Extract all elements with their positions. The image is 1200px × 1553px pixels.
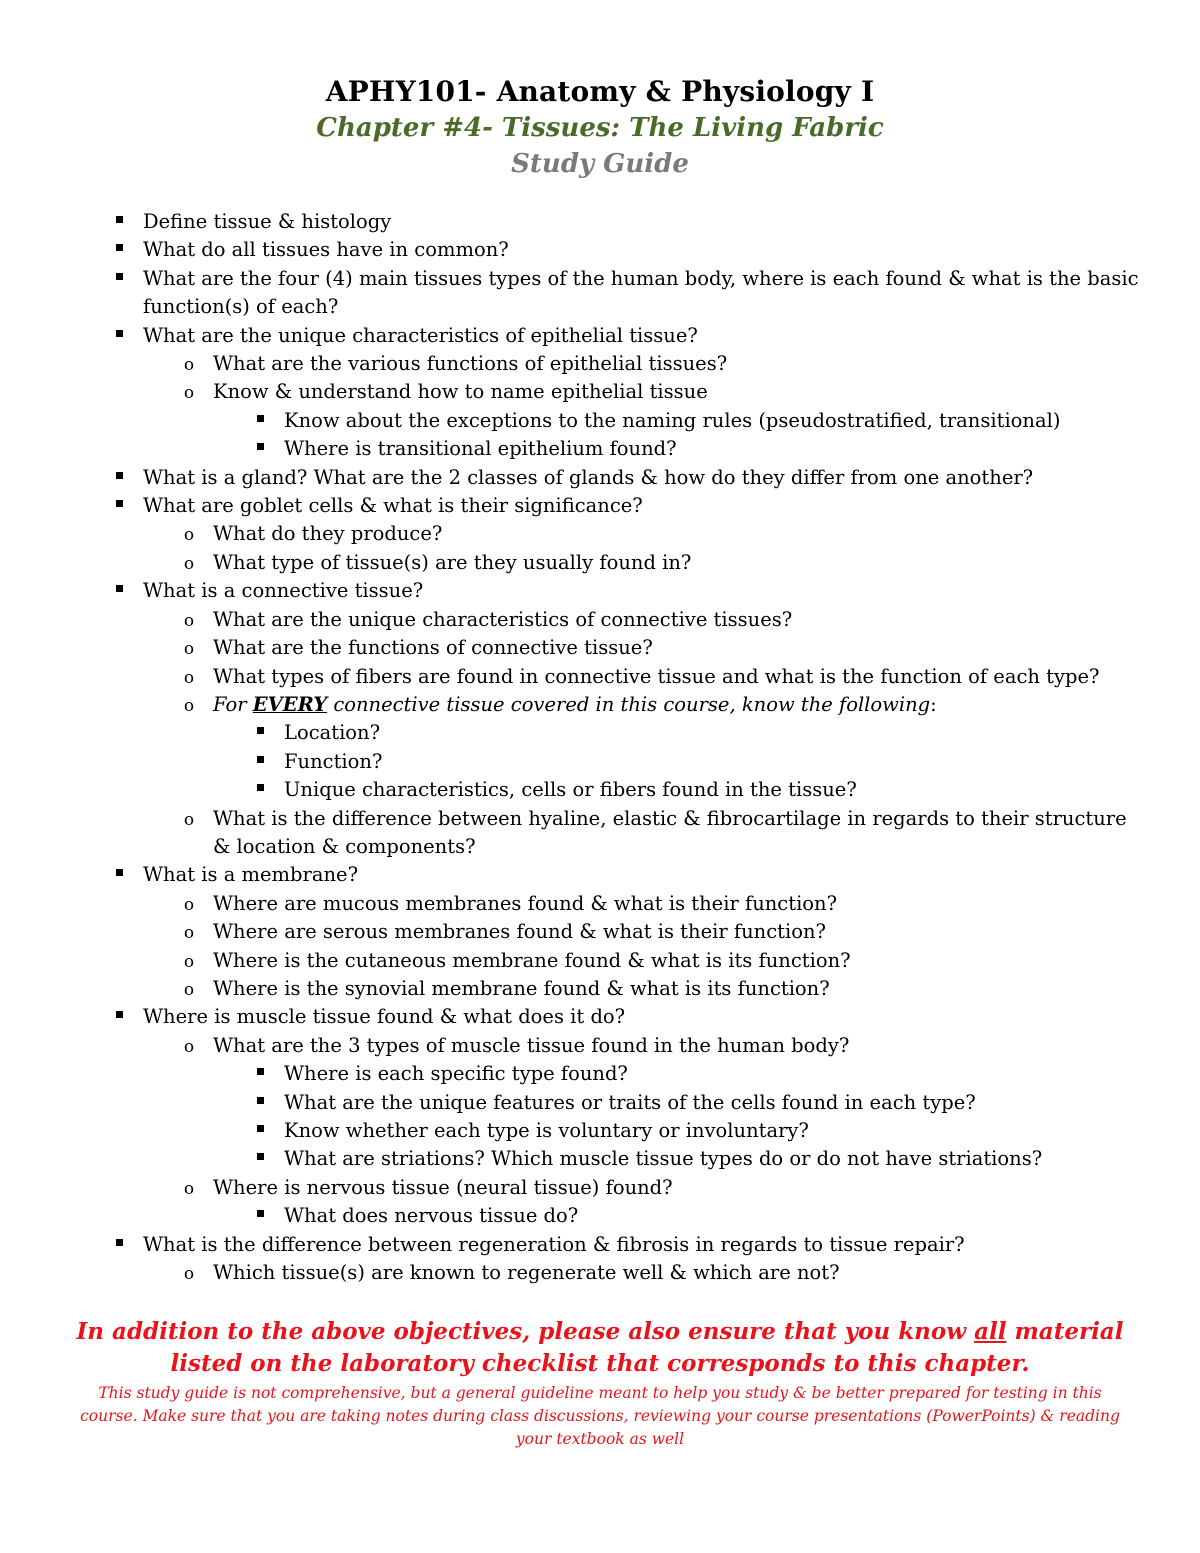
outline-item-text: What is the difference between regeneration & fibrosis in regards to tissue repair? xyxy=(143,1232,965,1256)
outline-item-level-2 xyxy=(100,805,1140,862)
outline-item-level-3 xyxy=(100,1117,1140,1145)
outline-item-text: What are the four (4) main tissues types of the human body, where is each found & what is the basic function(s) of each? xyxy=(143,266,1139,319)
outline-item-level-1 xyxy=(100,208,1140,236)
outline-item-level-2 xyxy=(100,663,1140,691)
outline-item-text: What do all tissues have in common? xyxy=(143,238,509,262)
outline-item-level-1 xyxy=(100,1231,1140,1259)
outline-item-text: What types of fibers are found in connective tissue and what is the function of each type? xyxy=(213,664,1100,688)
square-bullet-icon xyxy=(248,435,272,463)
square-bullet-icon xyxy=(107,464,131,492)
hollow-circle-bullet-icon: o xyxy=(183,610,195,631)
outline-item-text: What are goblet cells & what is their significance? xyxy=(143,494,643,518)
hollow-circle-bullet-icon: o xyxy=(183,639,195,660)
outline-item-level-2 xyxy=(100,549,1140,577)
outline-item-level-2 xyxy=(100,350,1140,378)
outline-item-text: Know about the exceptions to the naming rules (pseudostratified, transitional) xyxy=(284,408,1061,432)
outline-item-text: What is the difference between hyaline, elastic & fibrocartilage in regards to their structure & location & components? xyxy=(213,806,1127,858)
square-bullet-icon xyxy=(248,776,272,804)
outline-item-text: What are striations? Which muscle tissue types do or do not have striations? xyxy=(284,1147,1043,1171)
square-bullet-icon xyxy=(248,1089,272,1117)
hollow-circle-bullet-icon: o xyxy=(183,1178,195,1199)
outline-item-text: What are the unique characteristics of epithelial tissue? xyxy=(143,323,698,347)
outline-item-level-2 xyxy=(100,634,1140,662)
outline-item-level-3 xyxy=(100,1060,1140,1088)
square-bullet-icon xyxy=(107,265,131,293)
outline-item-level-3 xyxy=(100,407,1140,435)
outline-item-level-1 xyxy=(100,236,1140,264)
hollow-circle-bullet-icon: o xyxy=(183,553,195,574)
outline-item-level-1 xyxy=(100,464,1140,492)
square-bullet-icon xyxy=(248,407,272,435)
outline-item-level-2 xyxy=(100,606,1140,634)
outline-item-text: What is a gland? What are the 2 classes of glands & how do they differ from one another? xyxy=(143,465,1034,489)
outline-item-level-3 xyxy=(100,435,1140,463)
hollow-circle-bullet-icon: o xyxy=(183,923,195,944)
outline-item-text: What is a membrane? xyxy=(143,863,359,887)
study-guide-subtitle: Study Guide xyxy=(511,149,689,179)
outline-item-text: Where are mucous membranes found & what is their function? xyxy=(213,891,838,915)
outline-item-level-2 xyxy=(100,378,1140,406)
outline-item-level-2 xyxy=(100,947,1140,975)
outline-item-level-2 xyxy=(100,890,1140,918)
outline-item-level-1 xyxy=(100,861,1140,889)
hollow-circle-bullet-icon: o xyxy=(183,1036,195,1057)
notice-text-after: material listed on the laboratory checklist that corresponds to this chapter. xyxy=(170,1318,1124,1377)
outline-item-level-2 xyxy=(100,975,1140,1003)
square-bullet-icon xyxy=(107,1231,131,1259)
outline-item-text: Define tissue & histology xyxy=(143,210,392,233)
outline-item-text: What are the 3 types of muscle tissue found in the human body? xyxy=(213,1033,850,1057)
outline-item-level-3 xyxy=(100,748,1140,776)
hollow-circle-bullet-icon: o xyxy=(183,979,195,1000)
outline-item-text: Where are serous membranes found & what is their function? xyxy=(213,920,826,944)
outline-item-level-2 xyxy=(100,918,1140,946)
outline-item-level-3 xyxy=(100,1145,1140,1173)
outline-item-text: Function? xyxy=(284,749,383,773)
outline-item-level-2 xyxy=(100,1174,1140,1202)
outline-item-text: What are the various functions of epithelial tissues? xyxy=(213,352,728,376)
square-bullet-icon xyxy=(248,719,272,747)
notice-text-before: In addition to the above objectives, please also ensure that you know xyxy=(76,1318,975,1345)
disclaimer-text: This study guide is not comprehensive, but a general guideline meant to help you study & be better prepared for testing in this course. Make sure that you are taking notes during class discussions, reviewing your course presentations (PowerPoints) & reading your textbook as well xyxy=(80,1384,1120,1448)
outline-item-text: Where is the synovial membrane found & what is its function? xyxy=(213,976,830,1000)
square-bullet-icon xyxy=(107,208,131,236)
outline-item-text: What are the unique characteristics of connective tissues? xyxy=(213,607,793,631)
outline-item-level-1 xyxy=(100,577,1140,605)
outline-item-text: What do they produce? xyxy=(213,522,443,546)
outline-item-level-3 xyxy=(100,776,1140,804)
outline-item-text: Unique characteristics, cells or fibers found in the tissue? xyxy=(284,778,857,802)
outline-item-text: Know whether each type is voluntary or involuntary? xyxy=(284,1119,809,1142)
lab-checklist-notice xyxy=(60,1316,1140,1380)
hollow-circle-bullet-icon: o xyxy=(183,355,195,376)
course-title: APHY101- Anatomy & Physiology I xyxy=(325,75,875,108)
square-bullet-icon xyxy=(248,1060,272,1088)
outline-item-level-2 xyxy=(100,1032,1140,1060)
outline-item-level-1 xyxy=(100,492,1140,520)
outline-item-text: Where is transitional epithelium found? xyxy=(284,437,677,461)
square-bullet-icon xyxy=(248,1202,272,1230)
outline-item-text: Know & understand how to name epithelial tissue xyxy=(213,380,708,404)
outline-item-text: Where is each specific type found? xyxy=(284,1062,628,1086)
outline-item-text: What are the unique features or traits of the cells found in each type? xyxy=(284,1090,976,1114)
chapter-title: Chapter #4- Tissues: The Living Fabric xyxy=(316,113,884,143)
hollow-circle-bullet-icon: o xyxy=(183,951,195,972)
square-bullet-icon xyxy=(107,577,131,605)
hollow-circle-bullet-icon: o xyxy=(183,383,195,404)
outline-item-text: What are the functions of connective tissue? xyxy=(213,636,653,660)
square-bullet-icon xyxy=(248,1117,272,1145)
notice-text-underlined: all xyxy=(974,1318,1007,1345)
outline-item-text: Where is nervous tissue (neural tissue) found? xyxy=(213,1175,673,1199)
square-bullet-icon xyxy=(107,236,131,264)
square-bullet-icon xyxy=(107,1003,131,1031)
outline-item-text: For EVERY connective tissue covered in this course, know the following: xyxy=(213,692,937,716)
hollow-circle-bullet-icon: o xyxy=(183,525,195,546)
outline-item-level-3 xyxy=(100,1202,1140,1230)
hollow-circle-bullet-icon: o xyxy=(183,695,195,716)
square-bullet-icon xyxy=(248,748,272,776)
outline-item-text: Location? xyxy=(284,721,381,745)
square-bullet-icon xyxy=(107,492,131,520)
outline-item-text: Where is the cutaneous membrane found & what is its function? xyxy=(213,948,851,972)
outline-item-level-3 xyxy=(100,719,1140,747)
square-bullet-icon xyxy=(107,322,131,350)
outline-item-text: What is a connective tissue? xyxy=(143,579,424,603)
square-bullet-icon xyxy=(107,861,131,889)
outline-item-text: Which tissue(s) are known to regenerate well & which are not? xyxy=(213,1261,840,1285)
hollow-circle-bullet-icon: o xyxy=(183,894,195,915)
outline-item-level-1 xyxy=(100,265,1140,322)
objectives-list xyxy=(100,208,1140,1287)
document-header xyxy=(0,74,1200,182)
hollow-circle-bullet-icon: o xyxy=(183,1264,195,1285)
outline-item-level-2 xyxy=(100,1259,1140,1287)
outline-item-level-1 xyxy=(100,322,1140,350)
outline-item-text: What does nervous tissue do? xyxy=(284,1204,579,1228)
outline-item-level-2 xyxy=(100,520,1140,548)
hollow-circle-bullet-icon: o xyxy=(183,667,195,688)
outline-item-level-1 xyxy=(100,1003,1140,1031)
hollow-circle-bullet-icon: o xyxy=(183,809,195,830)
outline-item-level-2 xyxy=(100,691,1140,719)
square-bullet-icon xyxy=(248,1145,272,1173)
outline-item-level-3 xyxy=(100,1089,1140,1117)
outline-item-text: What type of tissue(s) are they usually found in? xyxy=(213,550,692,574)
outline-item-text: Where is muscle tissue found & what does it do? xyxy=(143,1005,626,1029)
